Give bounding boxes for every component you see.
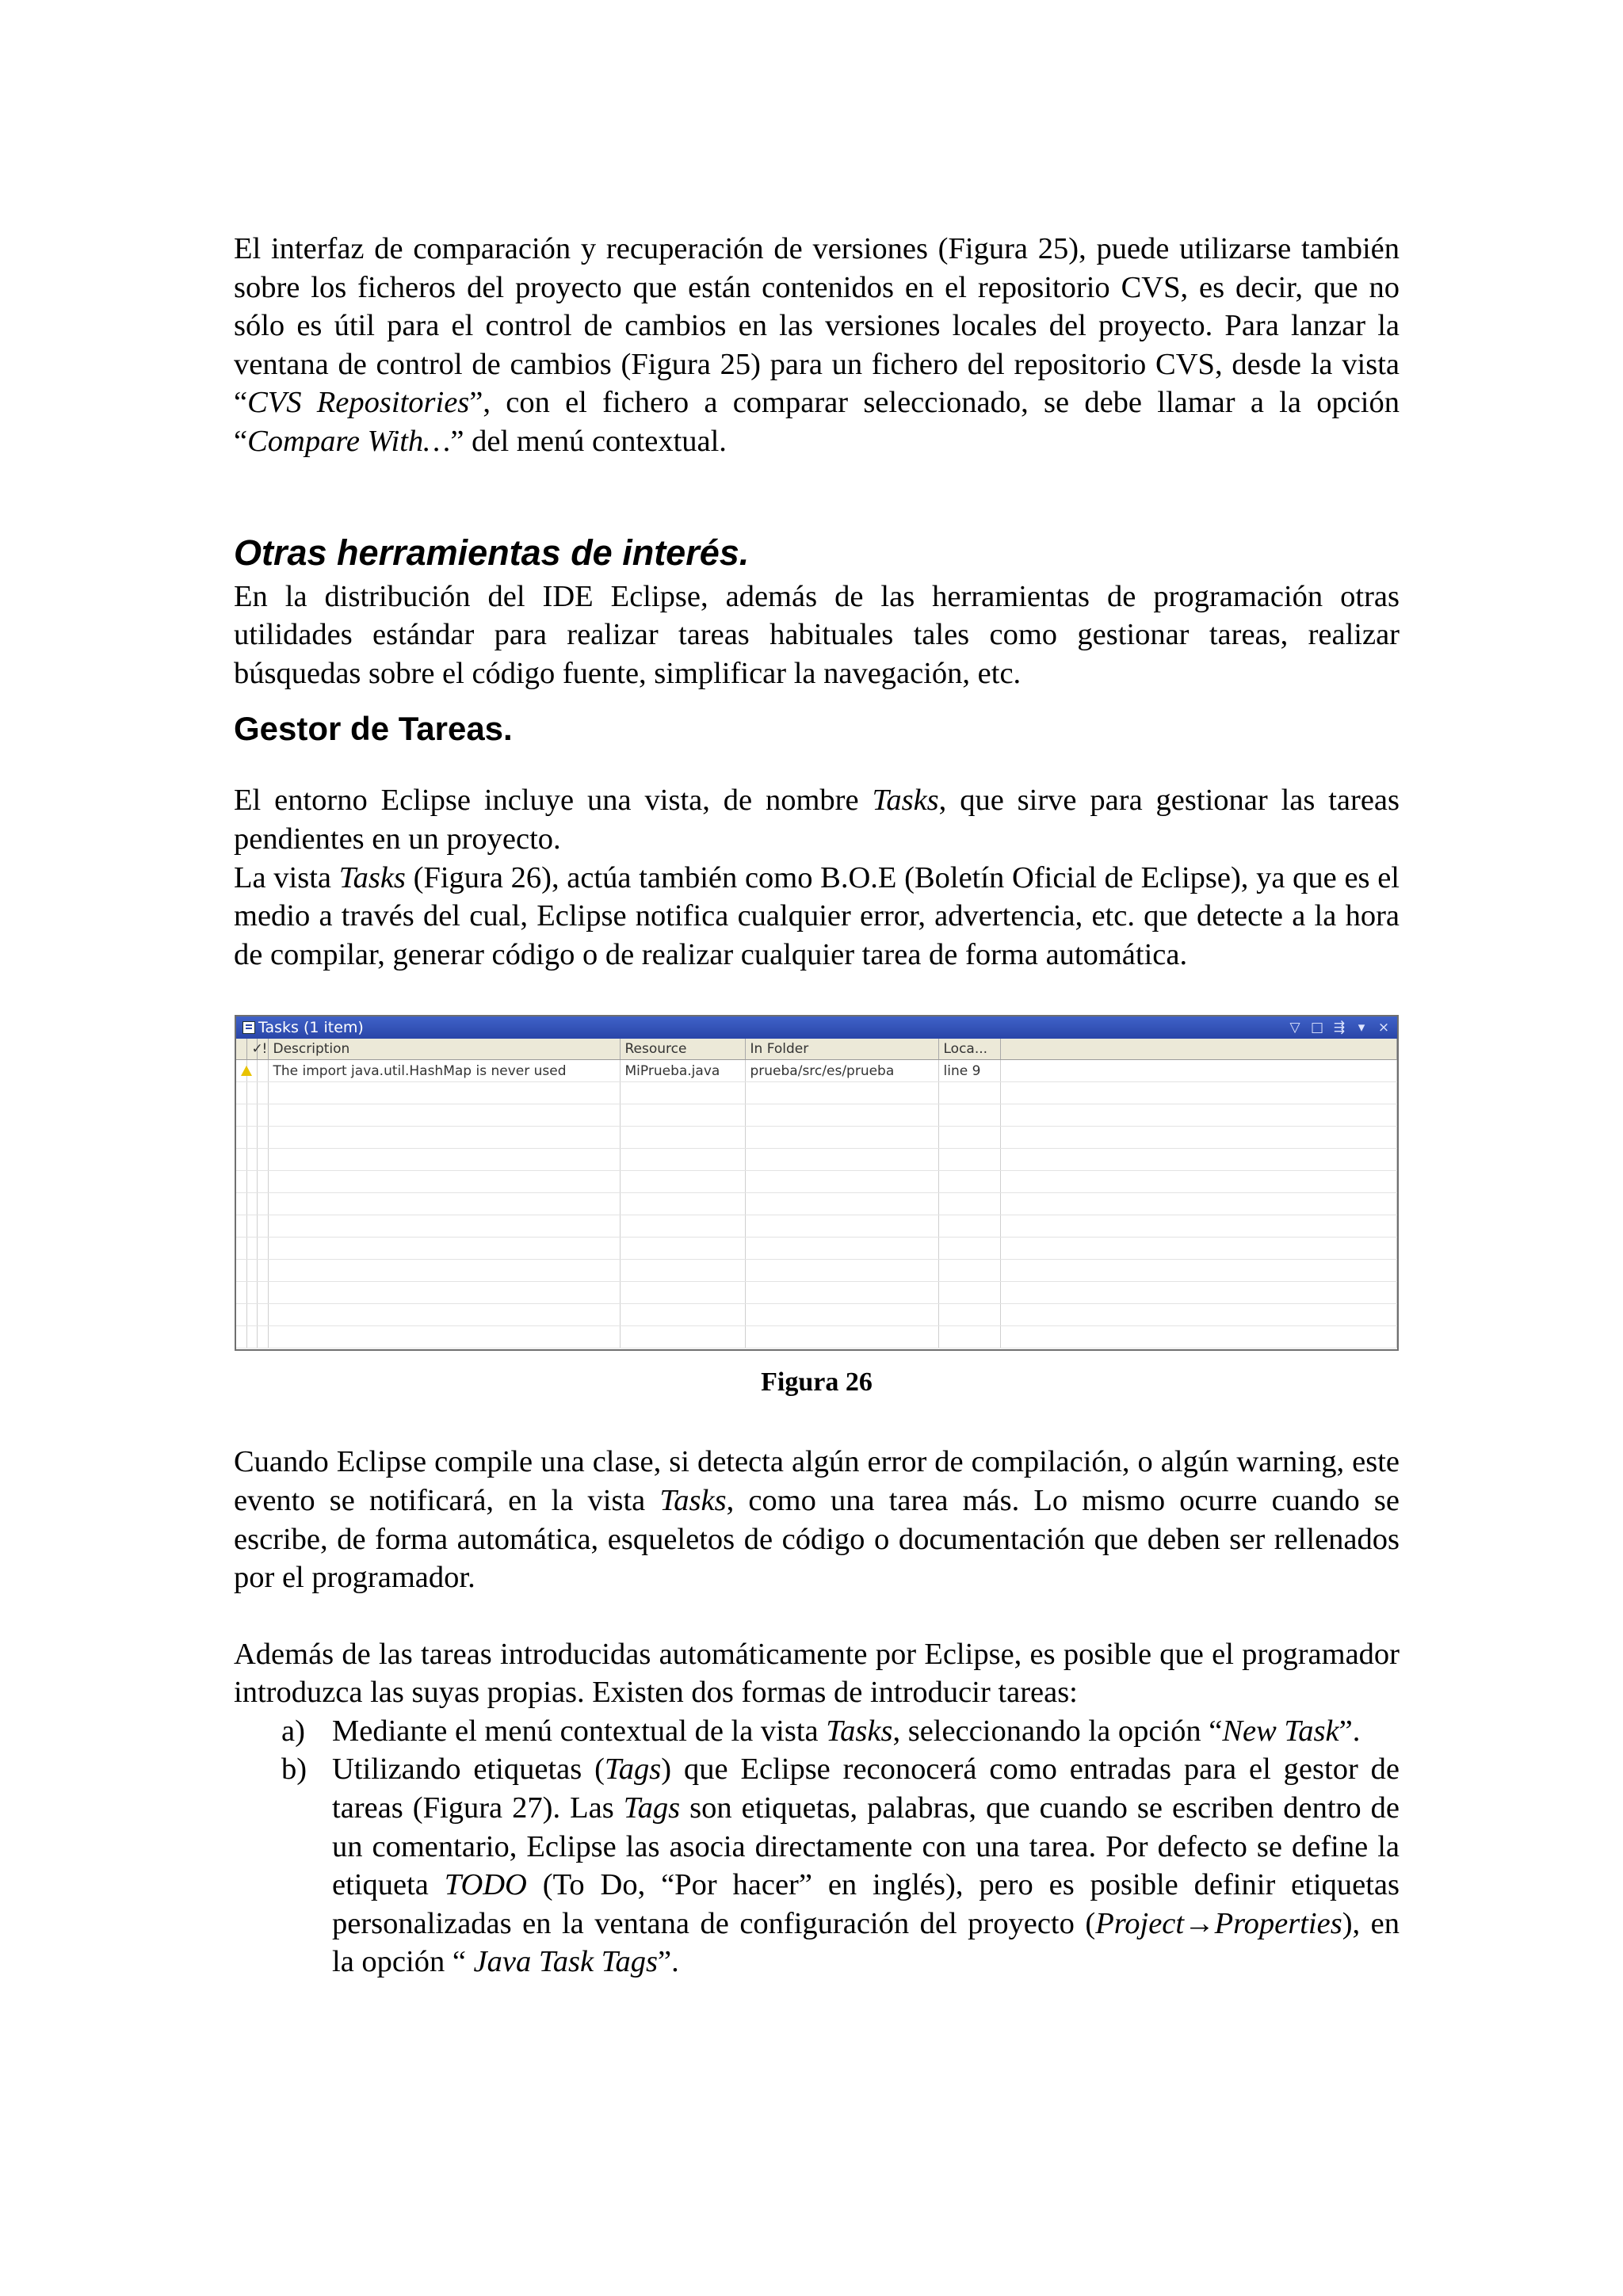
header-description[interactable]: Description: [268, 1039, 620, 1060]
warning-cell: [236, 1060, 246, 1082]
warning-icon: [241, 1066, 252, 1076]
close-icon[interactable]: ×: [1377, 1020, 1390, 1036]
location-cell: line 9: [938, 1060, 1000, 1082]
figure-caption: Figura 26: [761, 1367, 873, 1398]
table-row: [236, 1282, 1397, 1304]
header-priority[interactable]: !: [257, 1039, 268, 1060]
table-row: [236, 1304, 1397, 1326]
table-row: [236, 1260, 1397, 1282]
header-filler: [1000, 1039, 1397, 1060]
tasks-table-header: [236, 1039, 1397, 1060]
tasks-view-screenshot: [235, 1015, 1399, 1351]
priority-cell: [257, 1060, 268, 1082]
table-row: [236, 1104, 1397, 1127]
view-menu-icon[interactable]: ▾: [1358, 1020, 1365, 1036]
table-row: [236, 1326, 1397, 1348]
header-completed[interactable]: ✓: [246, 1039, 257, 1060]
list-marker: a): [281, 1714, 305, 1748]
header-resource[interactable]: Resource: [620, 1039, 745, 1060]
table-row: [236, 1215, 1397, 1238]
tasks-view-title: Tasks (1 item): [258, 1019, 364, 1037]
description-cell: The import java.util.HashMap is never used: [268, 1060, 620, 1082]
heading-otras-herramientas: Otras herramientas de interés.: [234, 532, 750, 573]
list-marker: b): [281, 1753, 307, 1787]
arrow-icon: →: [1184, 1906, 1215, 1940]
paragraph-distribucion: En la distribución del IDE Eclipse, además de las herramientas de programación otras utilidades estándar para realizar tareas habituales tales como gestionar tareas, realizar búsquedas sobre el código fuente, simplificar la navegación, etc.: [234, 579, 1400, 690]
list-item: a) Mediante el menú contextual de la vista Tasks, seleccionando la opción “New Task”.: [234, 1712, 1400, 1751]
list-item: b) Utilizando etiquetas (Tags) que Eclipse reconocerá como entradas para el gestor de tareas (Figura 27). Las Tags son etiquetas, palabras, que cuando se escriben dentro de un comentario, Eclipse las asocia directamente con una tarea. Por defecto se define la etiqueta TODO (To Do, “Por hacer” en inglés), pero es posible definir etiquetas personalizadas en la ventana de configuración del proyecto (Project→Properties), en la opción “ Java Task Tags”.: [234, 1750, 1400, 1981]
table-row: [236, 1149, 1397, 1171]
paragraph-boe: La vista Tasks (Figura 26), actúa también como B.O.E (Boletín Oficial de Eclipse), ya que es el medio a través del cual, Eclipse notifica cualquier error, advertencia, etc. que detecte a la hora de compilar, generar código o de realizar cualquier tarea de forma automática.: [234, 860, 1400, 971]
task-methods-list: [234, 1712, 1400, 1981]
goto-icon[interactable]: ⇶: [1333, 1020, 1346, 1036]
table-row: [236, 1171, 1397, 1193]
tasks-view-titlebar: [236, 1016, 1397, 1039]
paragraph-cvs-compare: El interfaz de comparación y recuperación de versiones (Figura 25), puede utilizarse también sobre los ficheros del proyecto que están contenidos en el repositorio CVS, es decir, que no sólo es útil para el control de cambios en las versiones locales del proyecto. Para lanzar la ventana de control de cambios (Figura 25) para un fichero del repositorio CVS, desde la vista “CVS Repositories”, con el fichero a comparar seleccionado, se debe llamar a la opción “Compare With…” del menú contextual.: [234, 232, 1400, 458]
document-page: [234, 230, 1400, 1981]
tasks-view-toolbar: [1288, 1016, 1391, 1039]
resource-cell: MiPrueba.java: [620, 1060, 745, 1082]
paragraph-tasks-view: El entorno Eclipse incluye una vista, de nombre Tasks, que sirve para gestionar las tareas pendientes en un proyecto.: [234, 784, 1400, 856]
filter-icon[interactable]: ▽: [1289, 1020, 1300, 1036]
table-row: [236, 1082, 1397, 1104]
tasks-table: [236, 1039, 1397, 1348]
heading-gestor-tareas: Gestor de Tareas.: [234, 710, 513, 748]
table-row[interactable]: [236, 1060, 1397, 1082]
table-row: [236, 1193, 1397, 1215]
paragraph-tareas-propias: Además de las tareas introducidas automáticamente por Eclipse, es posible que el programador introduzca las suyas propias. Existen dos formas de introducir tareas:: [234, 1637, 1400, 1710]
tasks-icon: [242, 1021, 255, 1034]
header-spacer: [236, 1039, 246, 1060]
header-location[interactable]: Loca...: [938, 1039, 1000, 1060]
paragraph-compilacion: Cuando Eclipse compile una clase, si detecta algún error de compilación, o algún warning, este evento se notificará, en la vista Tasks, como una tarea más. Lo mismo ocurre cuando se escribe, de forma automática, esqueletos de código o documentación que deben ser rellenados por el programador.: [234, 1445, 1400, 1595]
folder-cell: prueba/src/es/prueba: [745, 1060, 938, 1082]
header-in-folder[interactable]: In Folder: [745, 1039, 938, 1060]
table-row: [236, 1127, 1397, 1149]
filler-cell: [1000, 1060, 1397, 1082]
new-task-icon[interactable]: □: [1310, 1020, 1324, 1036]
table-row: [236, 1238, 1397, 1260]
